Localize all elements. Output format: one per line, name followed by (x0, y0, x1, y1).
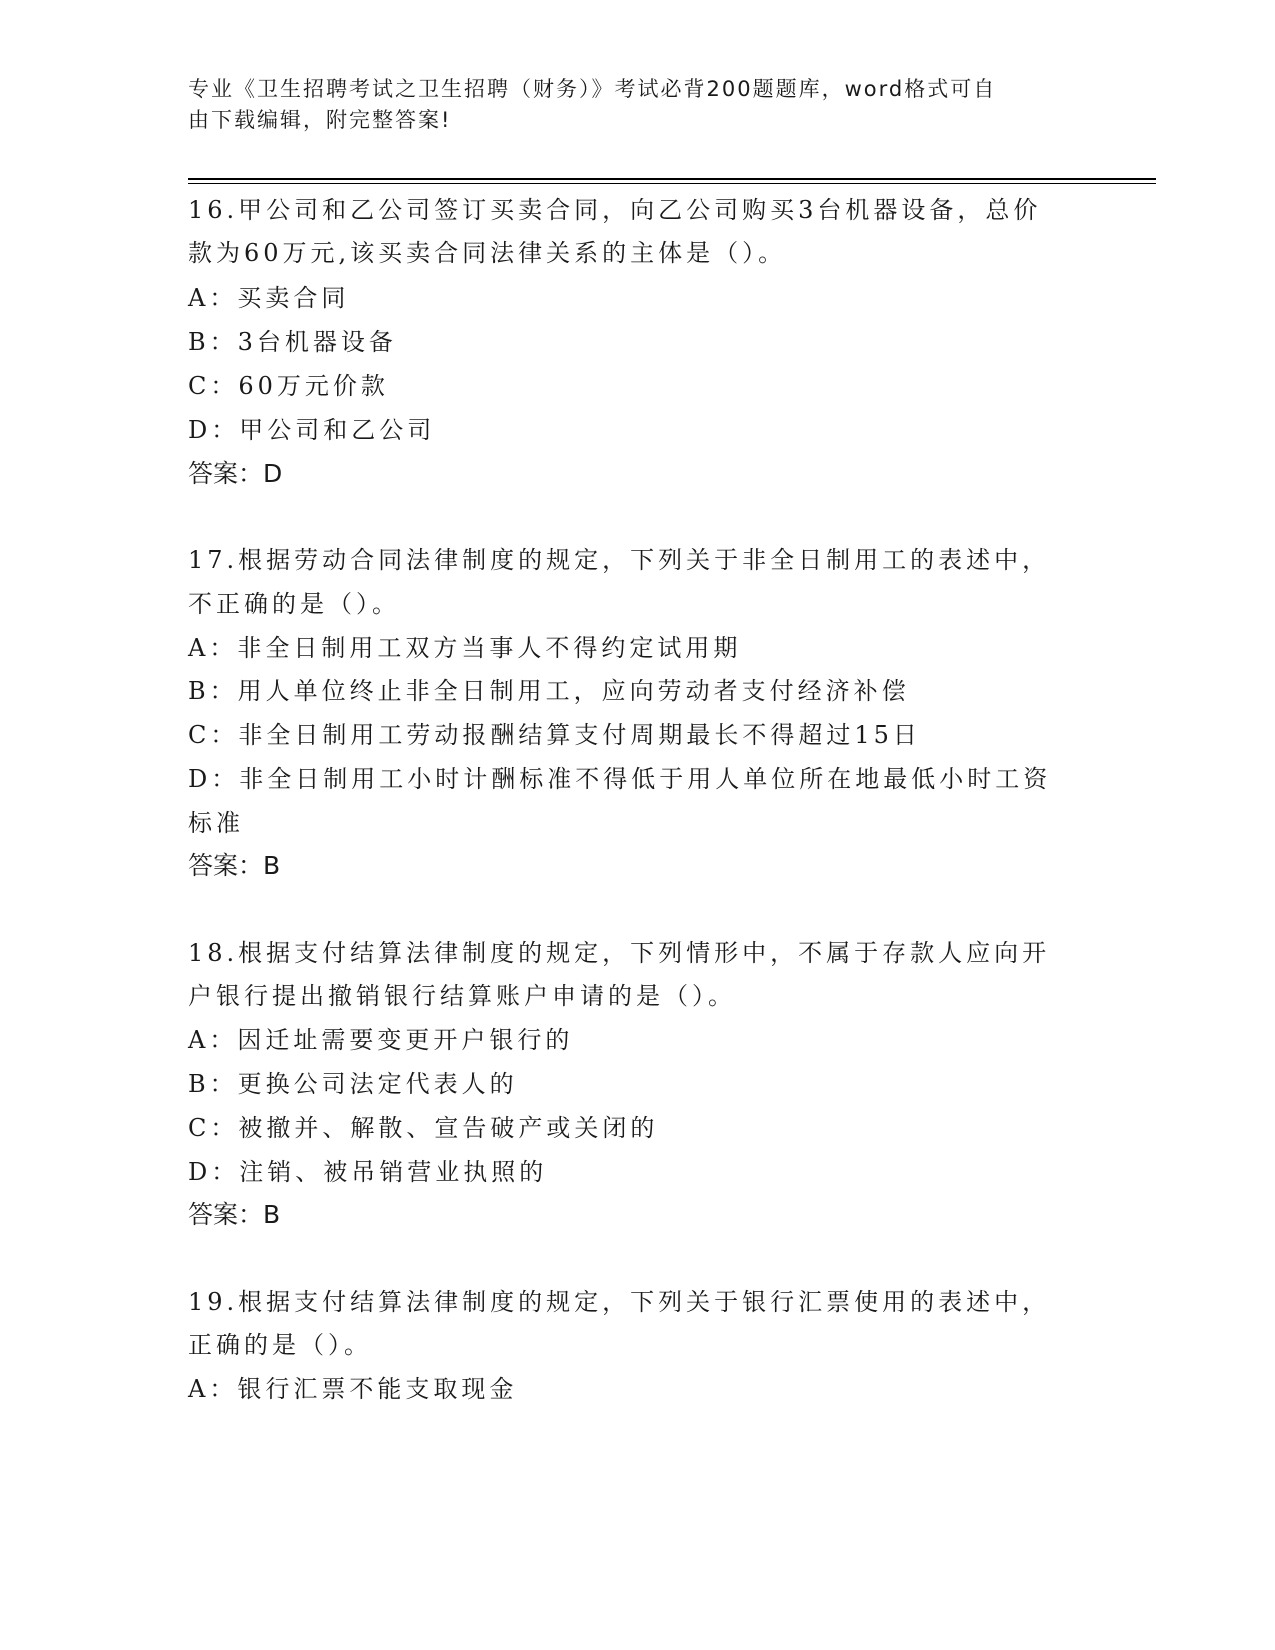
question-18-option-a: A：因迁址需要变更开户银行的 (188, 1026, 574, 1054)
question-19-stem-line-1: 19.根据支付结算法律制度的规定，下列关于银行汇票使用的表述中， (188, 1288, 1051, 1316)
question-18-stem-line-2: 户银行提出撤销银行结算账户申请的是（）。 (188, 982, 736, 1010)
question-16-option-d: D：甲公司和乙公司 (188, 416, 436, 444)
document-header (188, 74, 1068, 136)
question-18-option-b: B：更换公司法定代表人的 (188, 1070, 518, 1098)
header-divider-thick (188, 178, 1156, 180)
question-16-option-b: B：3台机器设备 (188, 328, 397, 356)
header-line-2: 由下载编辑，附完整答案! (188, 108, 452, 132)
question-16-stem-line-1: 16.甲公司和乙公司签订买卖合同，向乙公司购买3台机器设备，总价 (188, 196, 1042, 224)
question-18-stem-line-1: 18.根据支付结算法律制度的规定，下列情形中，不属于存款人应向开 (188, 939, 1051, 967)
question-17-stem-line-1: 17.根据劳动合同法律制度的规定，下列关于非全日制用工的表述中， (188, 546, 1051, 574)
question-17-option-d-cont: 标准 (188, 809, 244, 837)
header-divider-thin (188, 183, 1156, 184)
question-19-stem-line-2: 正确的是（）。 (188, 1331, 372, 1359)
header-line-1: 专业《卫生招聘考试之卫生招聘（财务）》考试必背200题题库，word格式可自 (188, 77, 997, 101)
question-17-answer: 答案：B (188, 851, 281, 880)
question-18-option-c: C：被撤并、解散、宣告破产或关闭的 (188, 1114, 659, 1142)
question-17-option-a: A：非全日制用工双方当事人不得约定试用期 (188, 634, 742, 662)
question-16-answer: 答案：D (188, 459, 283, 488)
question-18-answer: 答案：B (188, 1200, 281, 1229)
question-17-option-c: C：非全日制用工劳动报酬结算支付周期最长不得超过15日 (188, 721, 921, 749)
question-17-stem-line-2: 不正确的是（）。 (188, 590, 400, 618)
question-16-option-c: C：60万元价款 (188, 372, 389, 400)
question-18-option-d: D：注销、被吊销营业执照的 (188, 1158, 548, 1186)
question-16-option-a: A：买卖合同 (188, 284, 350, 312)
question-19-option-a: A：银行汇票不能支取现金 (188, 1375, 518, 1403)
question-17-option-b: B：用人单位终止非全日制用工，应向劳动者支付经济补偿 (188, 677, 910, 705)
question-17-option-d: D：非全日制用工小时计酬标准不得低于用人单位所在地最低小时工资 (188, 765, 1052, 793)
question-16-stem-line-2: 款为60万元,该买卖合同法律关系的主体是（）。 (188, 239, 787, 267)
